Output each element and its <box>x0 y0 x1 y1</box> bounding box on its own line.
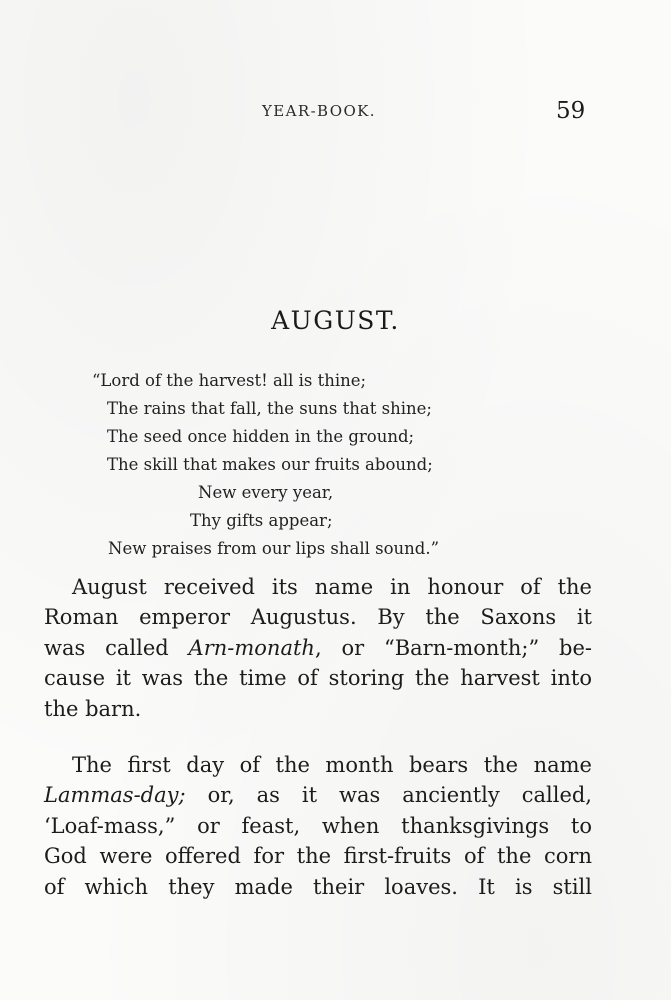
section-title: AUGUST. <box>271 306 400 335</box>
text-span: or, as it was anciently called, <box>185 783 592 808</box>
text-line <box>44 780 592 810</box>
poem-line: Thy gifts appear; <box>190 511 333 530</box>
text-line: God were offered for the first-fruits of the corn <box>44 844 592 869</box>
text-line: ‘Loaf-mass,” or feast, when thanksgivings to <box>44 813 592 838</box>
text-span: , or “Barn-month;” be- <box>314 635 592 660</box>
page-header <box>0 98 671 128</box>
poem-line: The skill that makes our fruits abound; <box>107 455 433 474</box>
running-head: YEAR-BOOK. <box>262 102 376 120</box>
italic-term: Lammas-day; <box>44 783 186 808</box>
text-line: Roman emperor Augustus. By the Saxons it <box>44 605 592 630</box>
paragraph-lammas-day <box>44 750 592 902</box>
text-line: The first day of the month bears the name <box>72 753 592 777</box>
paragraph-august-name <box>44 572 592 724</box>
page-number: 59 <box>556 98 586 124</box>
text-line: August received its name in honour of the <box>72 575 592 599</box>
text-line: of which they made their loaves. It is still <box>44 874 592 899</box>
poem-line: “Lord of the harvest! all is thine; <box>92 371 367 390</box>
poem-line: The rains that fall, the suns that shine; <box>107 399 432 418</box>
text-span: was called <box>44 635 189 660</box>
poem-line: The seed once hidden in the ground; <box>107 427 415 446</box>
text-line <box>44 633 592 663</box>
poem-line: New praises from our lips shall sound.” <box>108 539 440 558</box>
poem-line: New every year, <box>198 483 334 502</box>
italic-term: Arn-monath <box>188 635 315 660</box>
text-line: cause it was the time of storing the harvest into <box>44 666 592 691</box>
text-line: the barn. <box>44 696 142 721</box>
